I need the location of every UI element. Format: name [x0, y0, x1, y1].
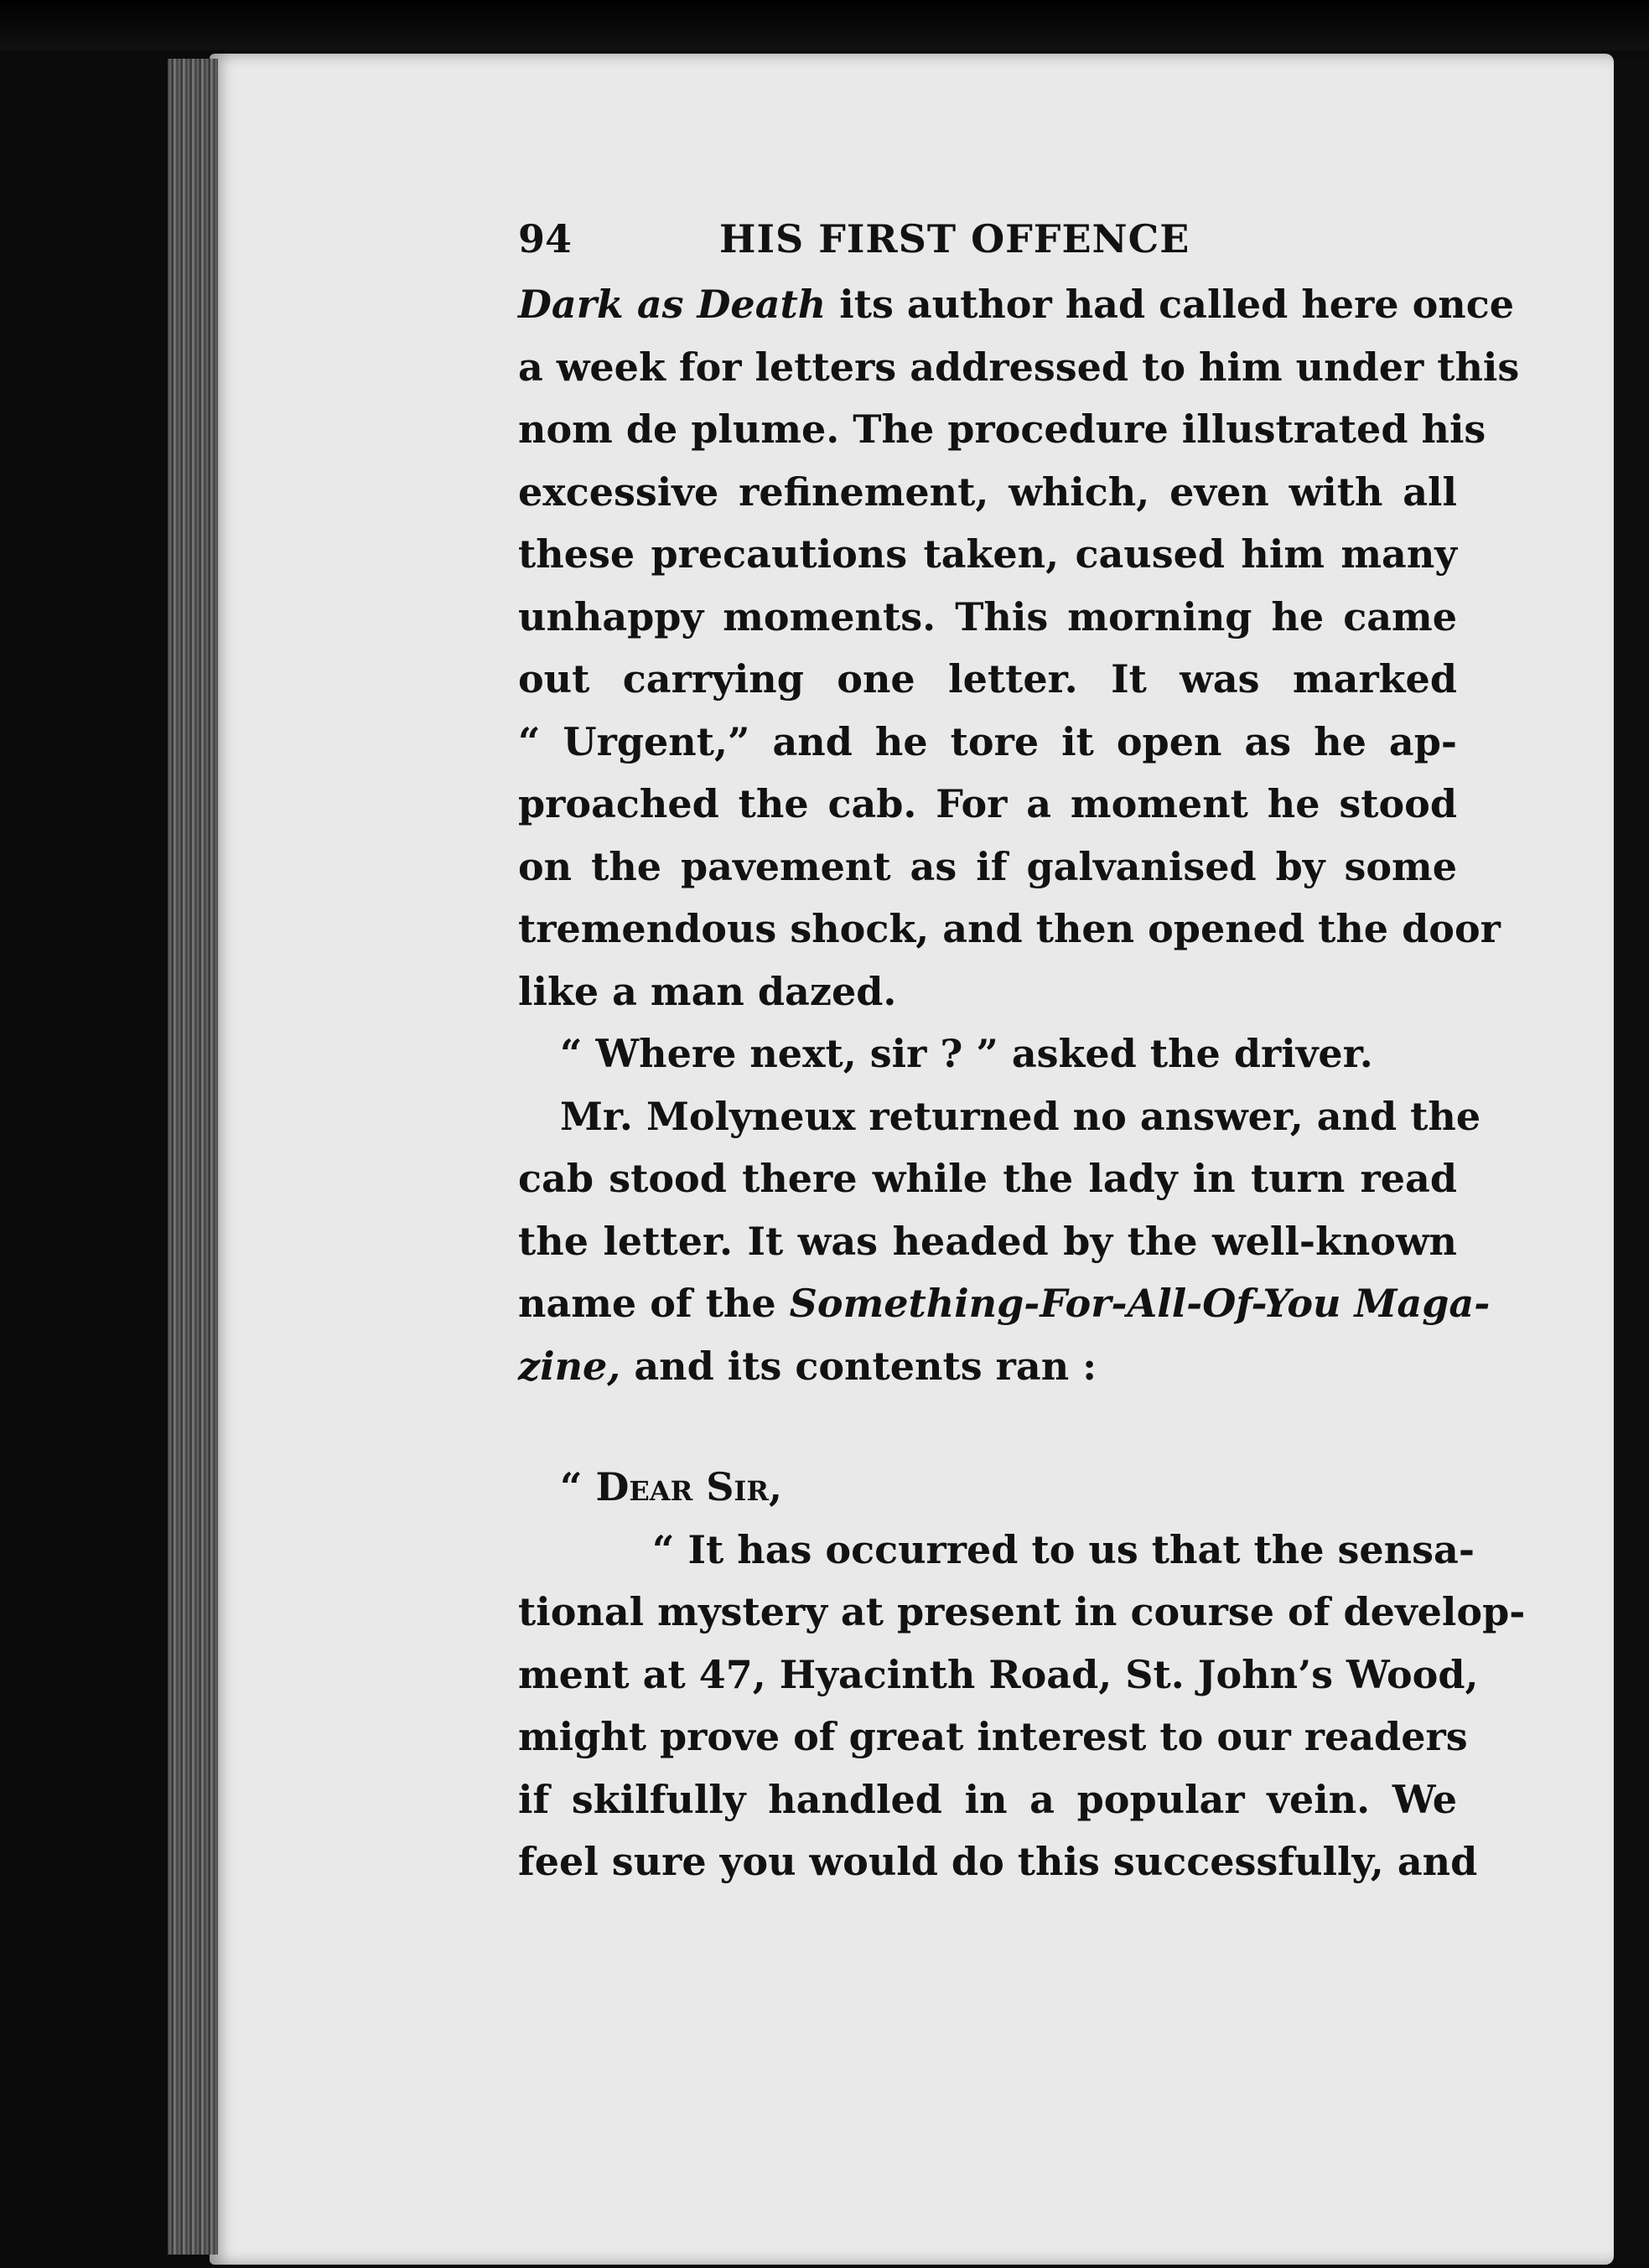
- text-line: ment at 47, Hyacinth Road, St. John’s Wood,: [518, 1651, 1479, 1697]
- letter-salutation: “ Dear Sir,: [560, 1464, 782, 1509]
- text-line: unhappy moments. This morning he came: [518, 593, 1457, 639]
- page-header: [518, 208, 1457, 270]
- italic-magazine-name: Something-For-All-Of-You Maga-: [789, 1281, 1491, 1326]
- text-line: like a man dazed.: [518, 968, 897, 1014]
- text-line: on the pavement as if galvanised by some: [518, 843, 1457, 889]
- text-line: cab stood there while the lady in turn read: [518, 1156, 1457, 1201]
- italic-title: Dark as Death: [518, 282, 827, 327]
- text-line: excessive refinement, which, even with all: [518, 469, 1457, 515]
- scan-top-border: [0, 0, 1649, 50]
- running-head: HIS FIRST OFFENCE: [719, 216, 1190, 261]
- text-line: nom de plume. The procedure illustrated his: [518, 406, 1486, 452]
- text-line: the letter. It was headed by the well-known: [518, 1218, 1457, 1264]
- text-line: “ Urgent,” and he tore it open as he ap-: [518, 718, 1457, 764]
- scan-right-border: [1615, 59, 1649, 2263]
- letter-spacer: [518, 1397, 1457, 1456]
- text-line: if skilfully handled in a popular vein. We: [518, 1776, 1457, 1822]
- text-line: might prove of great interest to our readers: [518, 1714, 1468, 1759]
- text-line: feel sure you would do this successfully, and: [518, 1839, 1478, 1884]
- text-line: out carrying one letter. It was marked: [518, 656, 1457, 702]
- text-line: zine, and its contents ran :: [518, 1343, 1097, 1389]
- text-line: “ It has occurred to us that the sensa-: [652, 1526, 1475, 1572]
- text-line: tional mystery at present in course of develop-: [518, 1589, 1526, 1634]
- text-line: a week for letters addressed to him under this: [518, 344, 1520, 390]
- text-line: Mr. Molyneux returned no answer, and the: [560, 1093, 1481, 1139]
- text-line: name of the Something-For-All-Of-You Maga-: [518, 1281, 1491, 1326]
- text-line: Dark as Death its author had called here once: [518, 282, 1514, 327]
- text-line: “ Where next, sir ? ” asked the driver.: [560, 1031, 1373, 1076]
- page-number: 94: [518, 216, 573, 261]
- book-spine: [168, 59, 218, 2255]
- text-line: these precautions taken, caused him many: [518, 531, 1457, 577]
- italic-magazine-name: zine,: [518, 1343, 621, 1389]
- text-line: tremendous shock, and then opened the door: [518, 906, 1501, 951]
- text-line: proached the cab. For a moment he stood: [518, 781, 1457, 826]
- page-text-block: [518, 208, 1526, 1893]
